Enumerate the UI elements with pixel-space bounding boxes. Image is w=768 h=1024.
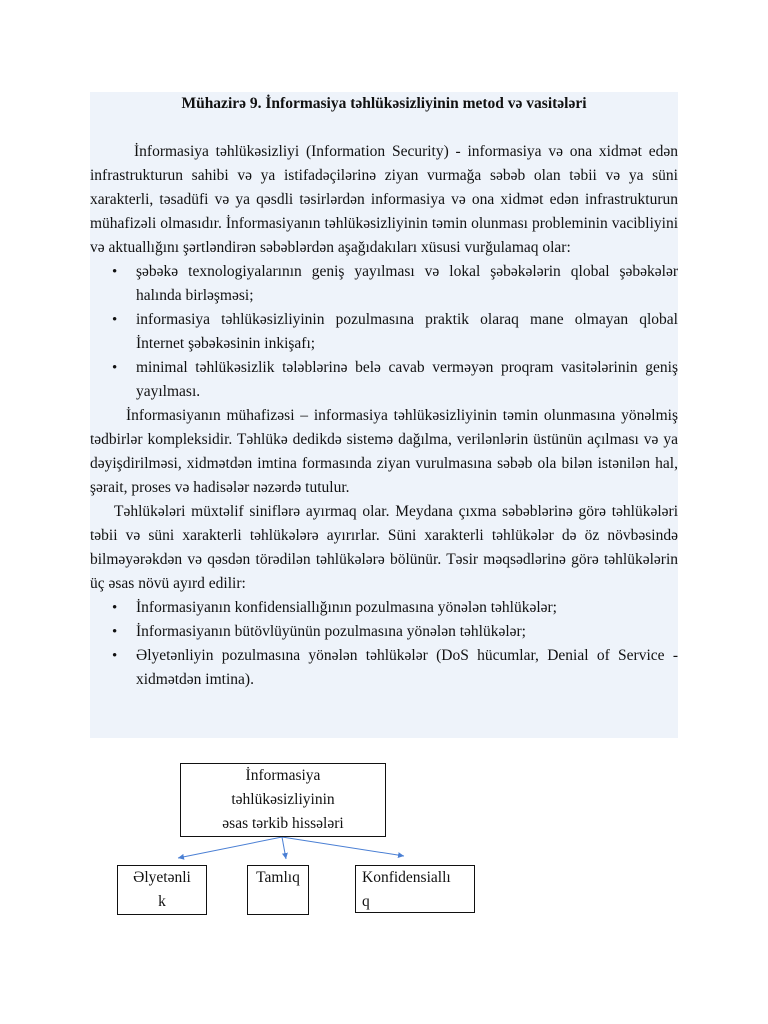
document-body: [90, 92, 678, 738]
list-item: • minimal təhlükəsizlik tələblərinə belə cavab verməyən proqram vasitələrinin geniş yayılması.: [90, 356, 678, 404]
paragraph-definition: İnformasiya təhlükəsizliyi (Information Security) - informasiya və ona xidmət edən infrastrukturun sahibi və ya istifadəçilərinə ziyan vurmağa səbəb olan təbii və ya süni xarakterli, təsadüfi və ya qəsdli təsirlərdən informasiya və ona xidmət edən infrastrukturun mühafizəli olmasıdır. İnformasiyanın təhlükəsizliyinin təmin olunması probleminin vacibliyini və aktuallığını şərtləndirən səbəblərdən aşağıdakıları xüsusi vurğulamaq olar:: [90, 143, 678, 256]
diagram-root-line: təhlükəsizliyinin: [231, 791, 335, 808]
document-title: Mühazirə 9. İnformasiya təhlükəsizliyinin metod və vasitələri: [181, 95, 587, 112]
reasons-list: [90, 260, 678, 404]
diagram-root-box: [180, 763, 386, 837]
diagram-box-availability: [117, 865, 207, 915]
diagram-box-line: Konfidensiallı: [362, 869, 451, 886]
arrow-to-confidentiality: [282, 837, 404, 856]
diagram-box-line: Əlyetənli: [133, 869, 191, 886]
diagram-box-integrity: [247, 865, 309, 915]
bullet-icon: •: [112, 624, 118, 640]
bullet-icon: •: [112, 600, 118, 616]
list-item: • İnformasiyanın bütövlüyünün pozulmasına yönələn təhlükələr;: [90, 620, 678, 644]
list-item: • İnformasiyanın konfidensiallığının pozulmasına yönələn təhlükələr;: [90, 596, 678, 620]
bullet-icon: •: [112, 360, 118, 376]
diagram-root-line: İnformasiya: [245, 767, 321, 784]
diagram-root-line: əsas tərkib hissələri: [222, 815, 344, 832]
bullet-icon: •: [112, 264, 118, 280]
diagram-box-line: k: [158, 893, 166, 910]
threat-types-list: [90, 596, 678, 692]
diagram-box-line: Tamlıq: [256, 869, 300, 886]
diagram-box-line: q: [362, 893, 370, 910]
list-item: • Əlyetənliyin pozulmasına yönələn təhlükələr (DoS hücumlar, Denial of Service - xidmətdən imtina).: [90, 644, 678, 692]
paragraph-threats: Təhlükələri müxtəlif siniflərə ayırmaq olar. Meydana çıxma səbəblərinə görə təhlükələri təbii və süni xarakterli təhlükələrə ayırırlar. Süni xarakterli təhlükələr də öz növbəsində bilməyərəkdən və qəsdən törədilən təhlükələrə bölünür. Təsir məqsədlərinə görə təhlükələrin üç əsas növü ayırd edilir:: [90, 503, 678, 592]
bullet-icon: •: [112, 312, 118, 328]
arrow-to-integrity: [282, 837, 286, 859]
bullet-icon: •: [112, 648, 118, 664]
arrow-to-availability: [178, 837, 282, 858]
diagram-box-confidentiality: [355, 865, 475, 913]
paragraph-protection: İnformasiyanın mühafizəsi – informasiya təhlükəsizliyinin təmin olunmasına yönəlmiş tədbirlər kompleksidir. Təhlükə dedikdə sistemə dağılma, verilənlərin üstünün açılması və ya dəyişdirilməsi, xidmətdən imtina formasında ziyan vurulmasına səbəb ola bilən istənilən hal, şərait, proses və hadisələr nəzərdə tutulur.: [90, 407, 678, 496]
list-item: • informasiya təhlükəsizliyinin pozulmasına praktik olaraq mane olmayan qlobal İnternet şəbəkəsinin inkişafı;: [90, 308, 678, 356]
list-item: • şəbəkə texnologiyalarının geniş yayılması və lokal şəbəkələrin qlobal şəbəkələr halında birləşməsi;: [90, 260, 678, 308]
